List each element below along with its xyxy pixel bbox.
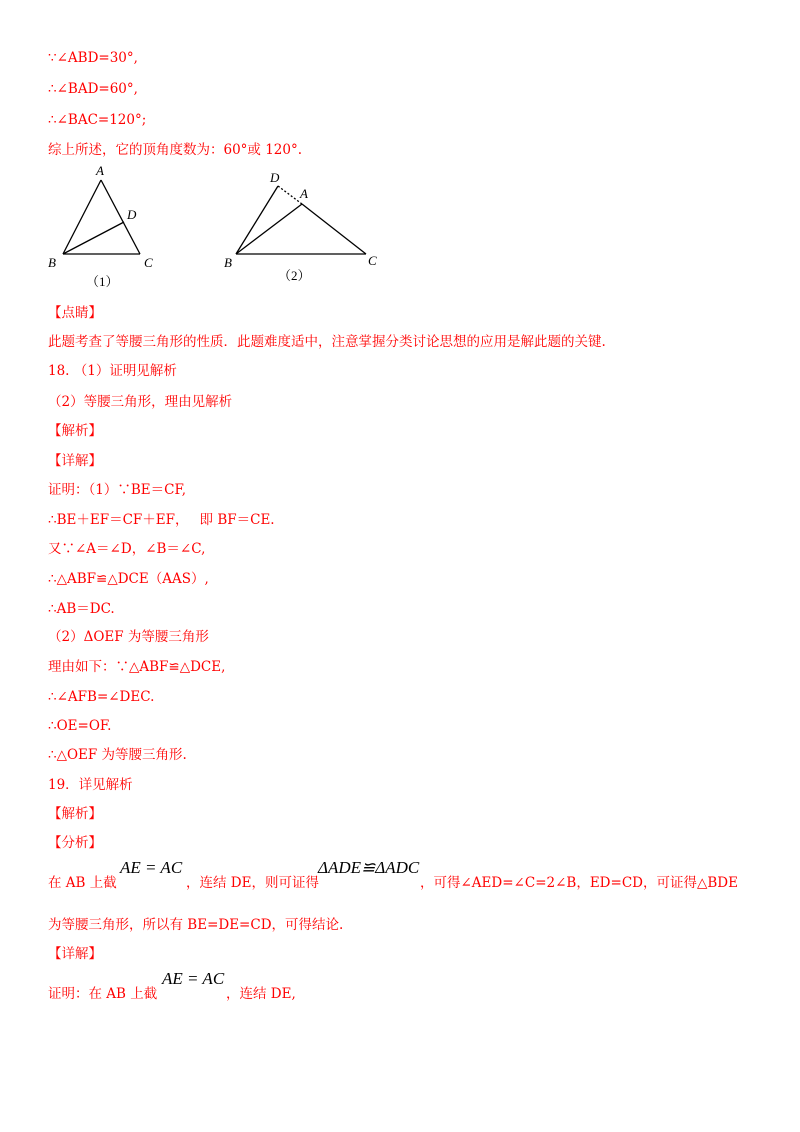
section-heading: 【详解】 [48,453,102,469]
triangle-figure-2 [220,166,390,290]
triangle-figure-1 [44,162,174,294]
text-line: ∴△OEF 为等腰三角形. [48,747,187,763]
vertex-label-d: D [127,207,137,222]
text-line: ∴∠AFB=∠DEC. [48,689,155,705]
text-segment: 在 AB 上截 [48,875,117,891]
text-segment: ，连结 DE, [226,986,296,1002]
text-line: 证明：（1）∵BE＝CF, [48,482,186,498]
text-segment: ，可得∠AED=∠C=2∠B，ED=CD，可证得△BDE [420,875,738,891]
math-expression: AE = AC [120,858,183,877]
text-segment: 证明：在 AB 上截 [48,986,158,1002]
text-line: ∴∠BAD=60°, [48,81,138,97]
vertex-label-b: B [224,255,232,270]
answer-line: （2）等腰三角形，理由见解析 [48,394,233,410]
text-line: 此题考查了等腰三角形的性质．此题难度适中，注意掌握分类讨论思想的应用是解此题的关键. [48,334,606,350]
text-line: （2）ΔOEF 为等腰三角形 [48,629,209,645]
vertex-label-a: A [96,163,104,178]
answer-line: 18. （1）证明见解析 [48,363,177,379]
vertex-label-d: D [270,170,280,185]
vertex-label-b: B [48,255,56,270]
text-line: ∴OE=OF. [48,718,112,734]
text-line: 为等腰三角形，所以有 BE=DE=CD，可得结论. [48,917,344,933]
section-heading: 【解析】 [48,806,102,822]
section-heading: 【解析】 [48,423,102,439]
section-heading: 【分析】 [48,835,102,851]
text-segment: ，连结 DE，则可证得 [186,875,319,891]
figure-caption: （1） [86,274,119,289]
math-expression: AE = AC [162,969,225,988]
text-line: 综上所述，它的顶角度数为：60°或 120°. [48,142,303,158]
answer-line: 19．详见解析 [48,777,133,793]
text-line: ∴△ABF≌△DCE（AAS）, [48,571,209,587]
section-heading: 【点睛】 [48,305,102,321]
vertex-label-c: C [368,253,377,268]
text-line: 理由如下：∵△ABF≌△DCE, [48,659,226,675]
vertex-label-a: A [300,186,308,201]
text-line: ∴BE＋EF＝CF＋EF， 即 BF＝CE. [48,512,275,528]
text-line: 又∵∠A＝∠D，∠B＝∠C, [48,541,206,557]
text-line: ∴∠BAC=120°; [48,112,147,128]
text-line: ∵∠ABD=30°, [48,50,138,66]
vertex-label-c: C [144,255,153,270]
text-line: ∴AB＝DC. [48,601,115,617]
section-heading: 【详解】 [48,946,102,962]
math-expression: ΔADE≌ΔADC [318,858,420,877]
figure-caption: （2） [278,268,311,283]
